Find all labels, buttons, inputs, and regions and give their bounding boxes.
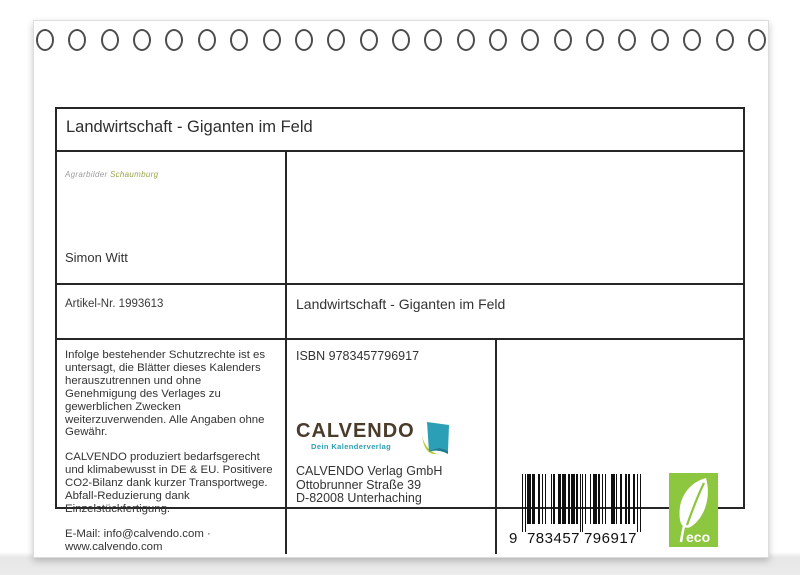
binding-hole bbox=[165, 29, 183, 51]
creator-logo-part1: Agrarbilder bbox=[65, 170, 108, 179]
binding-hole bbox=[554, 29, 572, 51]
barcode-digits-left: 783457 bbox=[526, 529, 581, 547]
binding-hole bbox=[618, 29, 636, 51]
article-title: Landwirtschaft - Giganten im Feld bbox=[285, 285, 743, 338]
email-line: E-Mail: info@calvendo.com · bbox=[65, 527, 211, 540]
binding-holes bbox=[36, 29, 766, 51]
publisher-cell bbox=[285, 340, 495, 554]
publisher-address-line3: D-82008 Unterhaching bbox=[296, 491, 422, 505]
calvendo-logo bbox=[296, 421, 450, 455]
creator-logo bbox=[65, 170, 158, 179]
eco-badge bbox=[669, 473, 718, 547]
binding-hole bbox=[263, 29, 281, 51]
creator-empty-cell bbox=[285, 152, 743, 283]
eco-badge-label: eco bbox=[686, 528, 711, 545]
binding-hole bbox=[101, 29, 119, 51]
article-number: Artikel-Nr. 1993613 bbox=[65, 298, 164, 310]
publisher-row bbox=[57, 338, 743, 553]
binding-hole bbox=[424, 29, 442, 51]
binding-hole bbox=[133, 29, 151, 51]
article-row bbox=[57, 283, 743, 338]
photographer-name: Simon Witt bbox=[65, 250, 128, 265]
binding-hole bbox=[489, 29, 507, 51]
binding-hole bbox=[327, 29, 345, 51]
binding-hole bbox=[521, 29, 539, 51]
ean-barcode bbox=[509, 474, 641, 547]
legal-paragraph-1: Infolge bestehender Schutzrechte ist es untersagt, die Blätter dieses Kalenders herauszutrennen und ohne Genehmigung des Verlages zu gewerblichen Zwecken weiterzuverwenden. Alle Angaben ohne Gewähr. bbox=[65, 349, 266, 439]
calendar-back-page bbox=[33, 20, 769, 558]
calvendo-tagline: Dein Kalenderverlag bbox=[311, 442, 392, 451]
binding-hole bbox=[651, 29, 669, 51]
binding-hole bbox=[36, 29, 54, 51]
calvendo-wordmark-block bbox=[296, 421, 415, 451]
calvendo-logo-mark-icon bbox=[420, 421, 450, 455]
binding-hole bbox=[68, 29, 86, 51]
publisher-address-line2: Ottobrunner Straße 39 bbox=[296, 477, 422, 492]
binding-hole bbox=[457, 29, 475, 51]
title-row bbox=[57, 109, 743, 150]
barcode-digits-right: 796917 bbox=[583, 529, 638, 547]
contact-block bbox=[65, 528, 275, 554]
creator-row bbox=[57, 150, 743, 283]
creator-logo-part2: Schaumburg bbox=[109, 170, 159, 179]
binding-hole bbox=[198, 29, 216, 51]
info-grid bbox=[55, 107, 745, 553]
barcode-digit-first: 9 bbox=[509, 529, 518, 547]
binding-hole bbox=[748, 29, 766, 51]
binding-hole bbox=[683, 29, 701, 51]
isbn-text: ISBN 9783457796917 bbox=[296, 349, 420, 363]
publisher-address bbox=[296, 465, 442, 506]
calvendo-mark-page bbox=[427, 422, 449, 452]
binding-hole bbox=[360, 29, 378, 51]
legal-cell bbox=[57, 340, 285, 554]
website-line: www.calvendo.com bbox=[65, 540, 163, 553]
binding-hole bbox=[716, 29, 734, 51]
publisher-address-line1: CALVENDO Verlag GmbH bbox=[296, 464, 443, 478]
barcode-bars bbox=[522, 474, 641, 532]
barcode-cell bbox=[495, 340, 743, 554]
legal-paragraph-2: CALVENDO produziert bedarfsgerecht und klimabewusst in DE & EU. Positivere CO2-Bilanz dank kurzer Transportwege. Abfall-Reduzierung dank Einzelstückfertigung. bbox=[65, 451, 273, 515]
page-title: Landwirtschaft - Giganten im Feld bbox=[66, 118, 313, 136]
calvendo-wordmark: CALVENDO bbox=[296, 420, 415, 442]
binding-hole bbox=[586, 29, 604, 51]
binding-hole bbox=[392, 29, 410, 51]
creator-cell bbox=[57, 152, 285, 283]
binding-hole bbox=[230, 29, 248, 51]
binding-hole bbox=[295, 29, 313, 51]
